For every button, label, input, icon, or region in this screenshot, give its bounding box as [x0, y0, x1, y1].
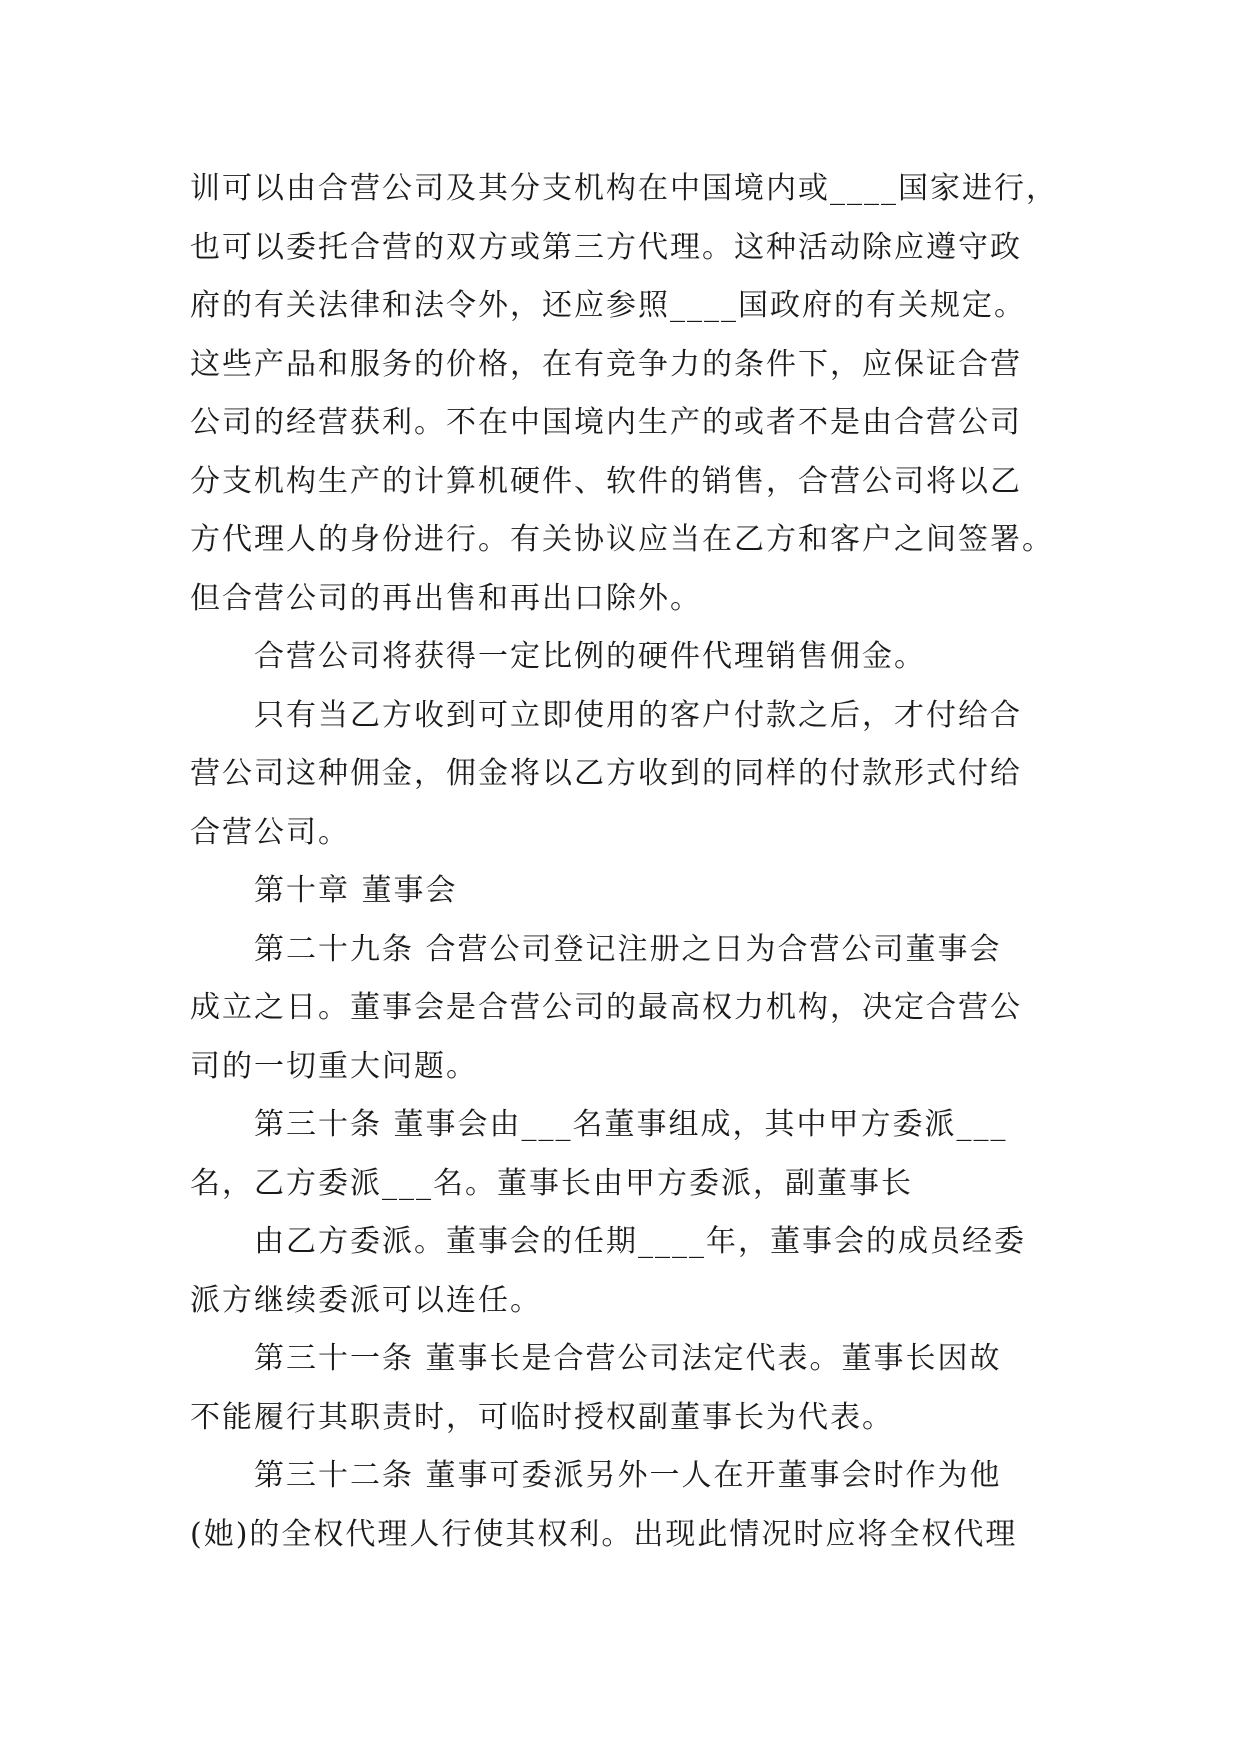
text-line: 这些产品和服务的价格，在有竞争力的条件下，应保证合营: [190, 346, 1022, 382]
text-line: 营公司这种佣金，佣金将以乙方收到的同样的付款形式付给: [190, 756, 1022, 791]
paragraph-start: 合营公司将获得一定比例的硬件代理销售佣金。: [254, 639, 926, 674]
text-line: 成立之日。董事会是合营公司的最高权力机构，决定合营公: [190, 990, 1022, 1025]
text-line: 但合营公司的再出售和再出口除外。: [190, 580, 702, 616]
text-line: 合营公司。: [190, 814, 350, 850]
chapter-heading: 第十章 董事会: [254, 873, 458, 908]
text-line: 司的一切重大问题。: [190, 1048, 478, 1084]
text-line: 府的有关法律和法令外，还应参照____国政府的有关规定。: [190, 288, 1026, 323]
article-31-start: 第三十一条 董事长是合营公司法定代表。董事长因故: [254, 1341, 1002, 1376]
paragraph-start: 只有当乙方收到可立即使用的客户付款之后，才付给合: [254, 697, 1022, 733]
document-body: [190, 160, 1090, 1564]
text-line: (她)的全权代理人行使其权利。出现此情况时应将全权代理: [190, 1516, 1018, 1552]
article-30-start: 第三十条 董事会由___名董事组成，其中甲方委派___: [254, 1107, 1008, 1142]
text-line: 名，乙方委派___名。董事长由甲方委派，副董事长: [190, 1165, 913, 1201]
article-32-start: 第三十二条 董事可委派另外一人在开董事会时作为他: [254, 1458, 1002, 1493]
text-line: 不能履行其职责时，可临时授权副董事长为代表。: [190, 1399, 894, 1435]
text-line: 方代理人的身份进行。有关协议应当在乙方和客户之间签署。: [190, 522, 1054, 557]
text-line: 公司的经营获利。不在中国境内生产的或者不是由合营公司: [190, 405, 1022, 440]
text-line: 分支机构生产的计算机硬件、软件的销售，合营公司将以乙: [190, 463, 1022, 499]
article-29-start: 第二十九条 合营公司登记注册之日为合营公司董事会: [254, 931, 1002, 967]
text-line: 也可以委托合营的双方或第三方代理。这种活动除应遵守政: [190, 229, 1022, 265]
text-line: 训可以由合营公司及其分支机构在中国境内或____国家进行，: [190, 171, 1058, 206]
paragraph-start: 由乙方委派。董事会的任期____年，董事会的成员经委: [254, 1224, 1026, 1259]
text-line: 派方继续委派可以连任。: [190, 1282, 542, 1318]
